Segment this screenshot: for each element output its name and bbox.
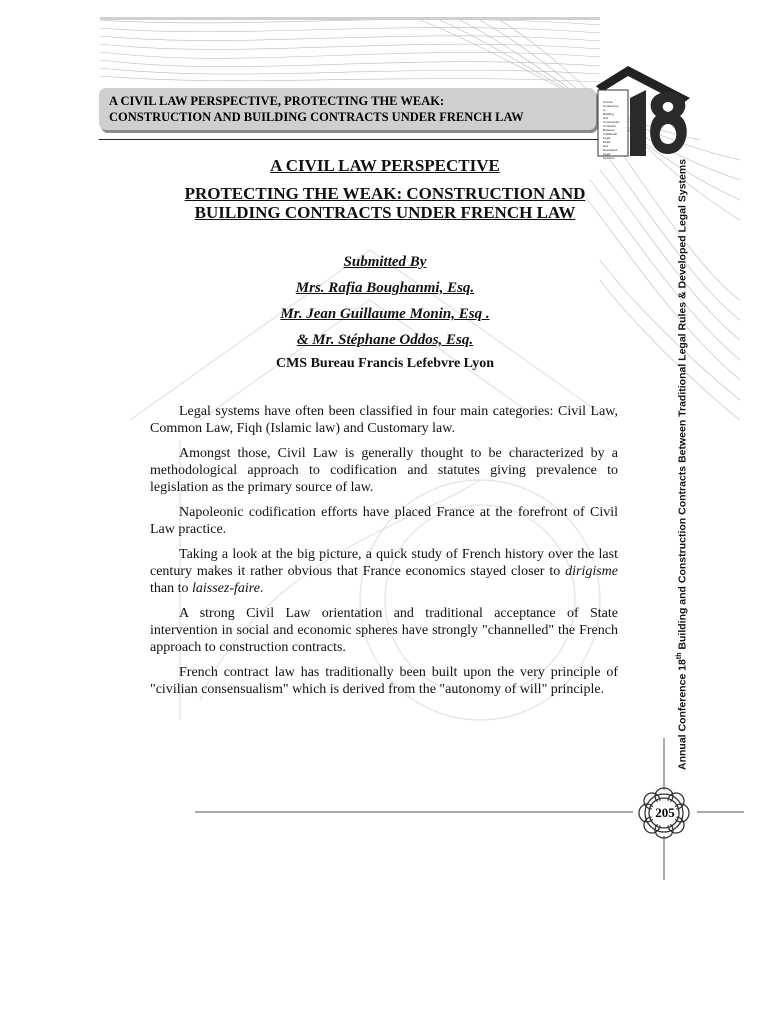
running-header-line-1: A CIVIL LAW PERSPECTIVE, PROTECTING THE WEAK: (109, 94, 445, 108)
term-laissez-faire: laissez-faire (192, 581, 260, 596)
running-header (99, 88, 596, 130)
law-firm-name: CMS Bureau Francis Lefebvre Lyon (275, 356, 495, 371)
submitted-by-label: Submitted By (343, 254, 427, 270)
header-divider (99, 139, 609, 140)
logo-caption: Annual Conference of Building and Construction Contracts Between Traditional Legal Rules and Developed Legal Systems (603, 100, 620, 160)
author-1: Mrs. Rafia Boughanmi, Esq. (295, 280, 475, 296)
paragraph-1: Legal systems have often been classified in four main categories: Civil Law, Common Law, Fiqh (Islamic law) and Customary law. (150, 404, 618, 436)
body-text (150, 403, 618, 706)
paragraph-4: Taking a look at the big picture, a quick study of French history over the last century makes it rather obvious that France economics stayed closer to dirigisme than to laissez-faire. (150, 547, 618, 596)
paragraph-3: Napoleonic codification efforts have placed France at the forefront of Civil Law practice. (150, 505, 618, 537)
conference-side-caption: Annual Conference 18th Building and Construction Contracts Between Traditional Legal Rules & Developed Legal Systems (676, 158, 689, 770)
author-3: & Mr. Stéphane Oddos, Esq. (296, 332, 474, 348)
paragraph-6: French contract law has traditionally been built upon the very principle of "civilian consensualism" which is derived from the "autonomy of will" principle. (150, 665, 618, 697)
paper-title-line-3: BUILDING CONTRACTS UNDER FRENCH LAW (194, 203, 576, 222)
paper-title-line-2: PROTECTING THE WEAK: CONSTRUCTION AND (184, 184, 586, 203)
page-number: 205 (655, 805, 675, 820)
paragraph-5: A strong Civil Law orientation and traditional acceptance of State intervention in social and economic spheres have strongly "channelled" the French approach to construction contracts. (150, 606, 618, 655)
paper-title-line-1: A CIVIL LAW PERSPECTIVE (270, 156, 500, 175)
term-dirigisme: dirigisme (565, 564, 618, 579)
running-header-line-2: CONSTRUCTION AND BUILDING CONTRACTS UNDER FRENCH LAW (109, 110, 524, 124)
paragraph-2: Amongst those, Civil Law is generally thought to be characterized by a methodological approach to codification and statutes giving prevalence to legislation as the primary source of law. (150, 446, 618, 495)
author-2: Mr. Jean Guillaume Monin, Esq . (280, 306, 490, 322)
